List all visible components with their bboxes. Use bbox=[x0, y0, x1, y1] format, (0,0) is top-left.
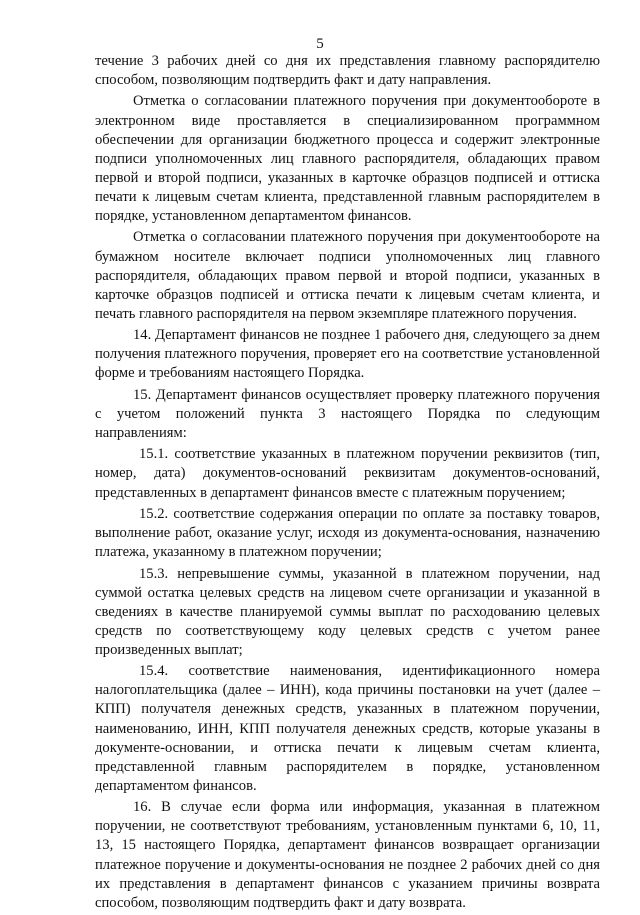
paragraph-item-15-3: 15.3. непревышение суммы, указанной в платежном поручении, над суммой остатка целевых средств на лицевом счете организации и указанной в сведениях в качестве планируемой суммы выплат по расходованию целевых средств по соответствующему коду целевых средств с учетом ранее произведенных выплат; bbox=[95, 565, 600, 658]
paragraph-item-15-1: 15.1. соответствие указанных в платежном поручении реквизитов (тип, номер, дата) документов-оснований реквизитам документов-оснований, представленных в департамент финансов вместе с платежным поручением; bbox=[95, 446, 600, 501]
paragraph-item-15: 15. Департамент финансов осуществляет проверку платежного поручения с учетом положений пункта 3 настоящего Порядка по следующим направлениям: bbox=[95, 386, 600, 441]
paragraph-item-15-4: 15.4. соответствие наименования, идентификационного номера налогоплательщика (далее – ИНН), кода причины постановки на учет (далее – КПП) получателя денежных средств, указанных в платежном поручении, наименованию, ИНН, КПП получателя денежных средств, которые указаны в документе-основании, и оттиска печати к лицевым счетам клиента, представленной главным распорядителем в порядке, установленном департаментом финансов. bbox=[95, 663, 600, 794]
page-number: 5 bbox=[316, 36, 324, 52]
paragraph-item-16: 16. В случае если форма или информация, указанная в платежном поручении, не соответствуют требованиям, установленным пунктами 6, 10, 11, 13, 15 настоящего Порядка, департамент финансов возвращает организации платежное поручение и документы-основания не позднее 2 рабочих дней со дня их представления в департамент финансов с указанием причины возврата способом, позволяющим подтвердить факт и дату возврата. bbox=[95, 799, 600, 911]
paragraph-item-14: 14. Департамент финансов не позднее 1 рабочего дня, следующего за днем получения платежного поручения, проверяет его на соответствие установленной форме и требованиям настоящего Порядка. bbox=[95, 327, 600, 382]
paragraph-paper-approval: Отметка о согласовании платежного поручения при документообороте на бумажном носителе включает подписи уполномоченных лиц главного распорядителя, обладающих правом первой и второй подписи, указанных в карточке образцов подписей и оттиска печати к лицевым счетам клиента, и печать главного распорядителя на первом экземпляре платежного поручения. bbox=[95, 229, 600, 322]
paragraph-continuation: течение 3 рабочих дней со дня их представления главному распорядителю способом, позволяющим подтвердить факт и дату направления. bbox=[95, 53, 600, 89]
paragraph-electronic-approval: Отметка о согласовании платежного поручения при документообороте в электронном виде проставляется в специализированном программном обеспечении для организации бюджетного процесса и содержит электронные подписи уполномоченных лиц главного распорядителя, обладающих правом первой и второй подписи, указанных в карточке образцов подписей и оттиска печати к лицевым счетам клиента, представленной главным распорядителем в порядке, установленном департаментом финансов. bbox=[95, 93, 600, 225]
paragraph-item-15-2: 15.2. соответствие содержания операции по оплате за поставку товаров, выполнение работ, оказание услуг, исходя из документа-основания, назначению платежа, указанному в платежном поручении; bbox=[95, 505, 600, 561]
document-body bbox=[95, 52, 600, 915]
